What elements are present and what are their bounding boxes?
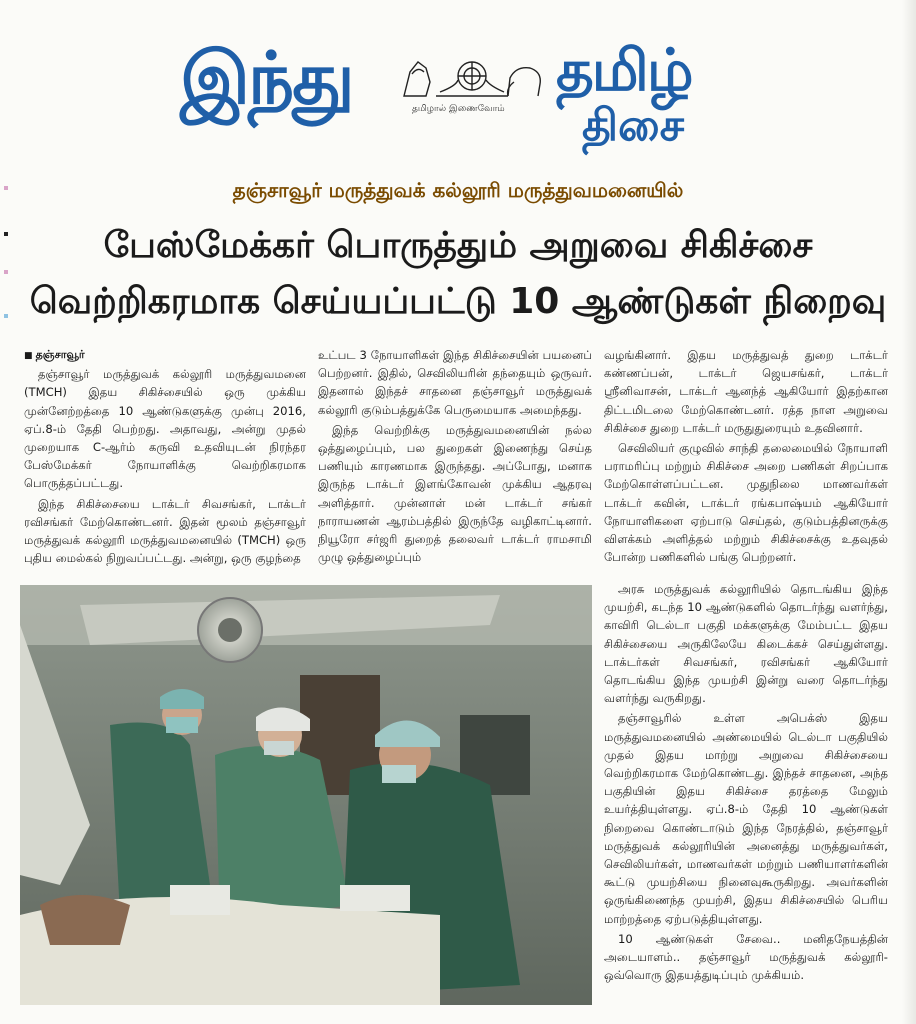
margin-mark	[4, 314, 8, 318]
article-paragraph: தஞ்சாவூரில் உள்ள அபெக்ஸ் இதய மருத்துவமனையில் அண்மையில் டெல்டா பகுதியில் முதல் இதய மாற்று அறுவை சிகிச்சையை வெற்றிகரமாக மேற்கொண்டது. இந்தச் சாதனை, அந்த பகுதியின் இதய சிகிச்சை தரத்தை மேலும் உயர்த்தியுள்ளது. ஏப்.8-ம் தேதி 10 ஆண்டுகள் நிறைவை கொண்டாடும் இந்த நேரத்தில், தஞ்சாவூர் மருத்துவக் கல்லூரியின் அனைத்து மருத்துவர்கள், செவிலியர்கள், மாணவர்கள் மற்றும் பணியாளர்களின் கூட்டு முயற்சியை நினைவுகூருகிறது. அவர்களின் ஒருங்கிணைந்த முயற்சி, இதய சிகிச்சையில் பெரிய மாற்றத்தை ஏற்படுத்தியுள்ளது.	[604, 711, 888, 926]
article-dateline: ■ தஞ்சாவூர்	[24, 346, 306, 365]
article-paragraph: இந்த வெற்றிக்கு மருத்துவமனையின் நல்ல ஒத்துழைப்பும், பல துறைகள் இணைந்து செய்த பணியும் காரணமாக இருந்தது. அப்போது, மனாக இருந்த டாக்டர் இளங்கோவன் முக்கிய ஆதரவு அளித்தார். முன்னாள் மன் டாக்டர் சங்கர் நாராயணன் ஆரம்பத்தில் இருந்தே வழிகாட்டினார். நியூரோ சர்ஜரி துறைத் தலைவர் டாக்டர் ராமசாமி முழு ஒத்துழைப்பும்	[318, 422, 592, 565]
article-kicker: தஞ்சாவூர் மருத்துவக் கல்லூரி மருத்துவமனையில்	[232, 178, 684, 202]
article-paragraph: வழங்கினார். இதய மருத்துவத் துறை டாக்டர் கண்ணப்பன், டாக்டர் ஜெயசங்கர், டாக்டர் ஸ்ரீனிவாசன், டாக்டர் ஆனந்த் ஆகியோர் இதற்கான திட்டமிடலை மேற்கொண்டனர். ரத்த நாள அறுவை சிகிச்சை துறை டாக்டர் மருதுதுரையும் உதவினார்.	[604, 348, 888, 435]
article-column-3-top	[604, 346, 888, 568]
article-column-3-bottom	[604, 580, 888, 986]
margin-mark	[4, 270, 8, 274]
article-paragraph: உட்பட 3 நோயாளிகள் இந்த சிகிச்சையின் பயனைப் பெற்றனர். இதில், செவிலியரின் தந்தையும் ஒருவர். இதனால் இந்தச் சாதனை தஞ்சாவூர் மருத்துவக் கல்லூரி குடும்பத்துக்கே பெருமையாக அமைந்தது.	[318, 348, 592, 417]
masthead-tagline: தமிழால் இணைவோம்	[412, 104, 505, 114]
article-paragraph: தஞ்சாவூர் மருத்துவக் கல்லூரி மருத்துவமனை (TMCH) இதய சிகிச்சையில் ஒரு முக்கிய முன்னேற்றத்தை 10 ஆண்டுகளுக்கு முன்பு 2016, ஏப்.8-ம் தேதி பெற்றது. அதாவது, அன்று முதல் முறையாக C-ஆர்ம் கருவி உதவியுடன் நிரந்தர பேஸ்மேக்கர் நோயாளிக்கு வெற்றிகரமாக பொருத்தப்பட்டது.	[24, 367, 306, 491]
article-headline-line2: வெற்றிகரமாக செய்யப்பட்டு 10 ஆண்டுகள் நிறைவு	[29, 281, 887, 322]
article-paragraph: செவிலியர் குழுவில் சாந்தி தலைமையில் நோயாளி பராமரிப்பு மற்றும் சிகிச்சை அறை பணிகள் சிறப்பாக மேற்கொள்ளப்பட்டன. முதுநிலை மாணவர்கள் டாக்டர் கவின், டாக்டர் ரங்கபாஷ்யம் ஆகியோர் நோயாளிகளை ஏற்பாடு செய்தல், குடும்பத்தினருக்கு விளக்கம் அளித்தல் மற்றும் சிகிச்சைக்கு உதவுதல் போன்ற பணிகளில் பங்கு பெற்றனர்.	[604, 441, 888, 565]
masthead-emblem-icon	[396, 52, 548, 104]
article-column-1	[24, 346, 306, 569]
article-headline-line1: பேஸ்மேக்கர் பொருத்தும் அறுவை சிகிச்சை	[103, 225, 813, 266]
surgery-photo	[20, 585, 592, 1005]
brand-name-left: இந்து	[180, 36, 353, 120]
masthead	[0, 0, 916, 170]
article-paragraph: இந்த சிகிச்சையை டாக்டர் சிவசங்கர், டாக்டர் ரவிசங்கர் மேற்கொண்டனர். இதன் மூலம் தஞ்சாவூர் மருத்துவக் கல்லூரி மருத்துவமனையில் (TMCH) ஒரு புதிய மைல்கல் நிறுவப்பட்டது. அன்று, ஒரு குழந்தை	[24, 496, 306, 566]
article-paragraph: அரசு மருத்துவக் கல்லூரியில் தொடங்கிய இந்த முயற்சி, கடந்த 10 ஆண்டுகளில் தொடர்ந்து வளர்ந்து, காவிரி டெல்டா பகுதி மக்களுக்கு மேம்பட்ட இதய சிகிச்சையை அருகிலேயே கிடைக்கச் செய்துள்ளது. டாக்டர்கள் சிவசங்கர், ரவிசங்கர் ஆகியோர் தொடங்கிய இந்த முயற்சி இன்று வரை தொடர்ந்து வளர்ந்து வருகிறது.	[604, 582, 888, 706]
article-column-2	[318, 346, 592, 568]
article-paragraph: 10 ஆண்டுகள் சேவை.. மனிதநேயத்தின் அடையாளம்.. தஞ்சாவூர் மருத்துவக் கல்லூரி- ஒவ்வொரு இதயத்துடிப்பும் முக்கியம்.	[604, 931, 888, 983]
brand-name-sub: திசை	[582, 100, 685, 151]
page-edge	[902, 0, 916, 1024]
brand-name-right: தமிழ்	[556, 36, 692, 104]
margin-mark	[4, 232, 8, 236]
